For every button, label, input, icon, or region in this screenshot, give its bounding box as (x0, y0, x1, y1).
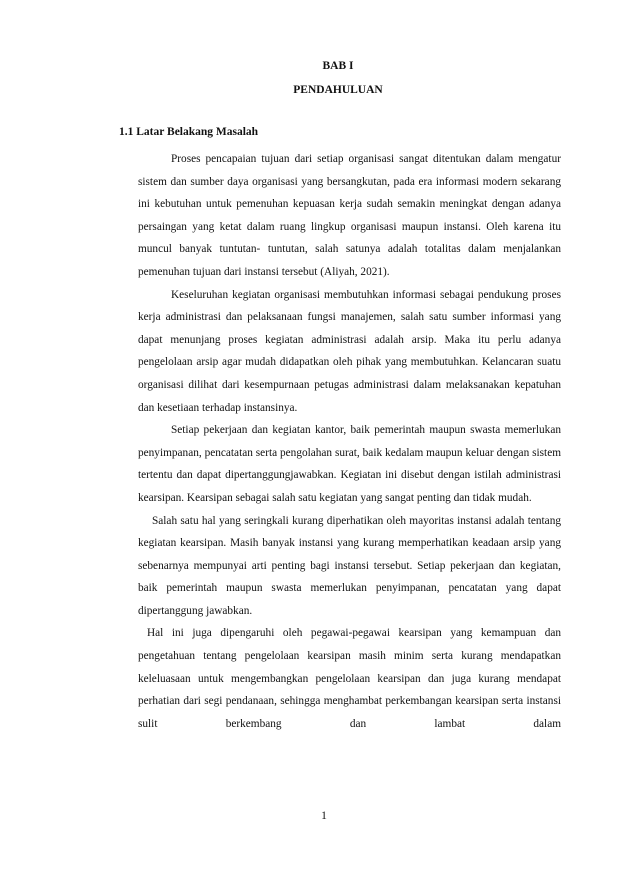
paragraph-5: Hal ini juga dipengaruhi oleh pegawai-pegawai kearsipan yang kemampuan dan pengetahuan tentang pengelolaan kearsipan masih minim serta kurang mendapatkan keleluasaan untuk mengembangkan pengelolaan kearsipan dan juga kurang mendapat perhatian dari segi pendanaan, sehingga menghambat perkembangan kearsipan serta instansi sulit berkembang dan lambat dalam (138, 627, 561, 730)
paragraph-3: Setiap pekerjaan dan kegiatan kantor, baik pemerintah maupun swasta memerlukan penyimpanan, pencatatan serta pengolahan surat, baik kedalam maupun keluar dengan sistem tertentu dan dapat dipertanggungjawabkan. Kegiatan ini disebut dengan istilah administrasi kearsipan. Kearsipan sebagai salah satu kegiatan yang sangat penting dan tidak mudah. (138, 424, 561, 504)
paragraph-4: Salah satu hal yang seringkali kurang diperhatikan oleh mayoritas instansi adalah tentang kegiatan kearsipan. Masih banyak instansi yang kurang memperhatikan keadaan arsip yang sebenarnya mempunyai arti penting bagi instansi tersebut. Setiap pekerjaan dan kegiatan, baik pemerintah maupun swasta memerlukan penyimpanan, pencatatan yang dapat dipertanggung jawabkan. (138, 514, 561, 617)
page-number: 1 (321, 810, 327, 822)
paragraph-2: Keseluruhan kegiatan organisasi membutuhkan informasi sebagai pendukung proses kerja administrasi dan pelaksanaan fungsi manajemen, salah satu sumber informasi yang dapat menunjang proses kegiatan administrasi adalah arsip. Maka itu perlu adanya pengelolaan arsip agar mudah didapatkan oleh pihak yang membutuhkan. Kelancaran suatu organisasi dilihat dari kesempurnaan petugas administrasi dalam melaksanakan kepatuhan dan kesetiaan terhadap instansinya. (138, 288, 561, 414)
body-text (138, 148, 561, 735)
chapter-title: PENDAHULUAN (293, 84, 383, 96)
paragraph-1: Proses pencapaian tujuan dari setiap organisasi sangat ditentukan dalam mengatur sistem dan sumber daya organisasi yang bersangkutan, pada era informasi modern sekarang ini kebutuhan untuk pemenuhan kepuasan kerja sudah semakin meningkat dengan adanya persaingan yang ketat dalam ruang lingkup organisasi maupun instansi. Oleh karena itu muncul banyak tuntutan- tuntutan, salah satunya adalah totalitas dalam menjalankan pemenuhan tujuan dari instansi tersebut (Aliyah, 2021). (138, 153, 561, 278)
chapter-label: BAB I (322, 60, 354, 72)
section-heading: 1.1 Latar Belakang Masalah (119, 126, 259, 138)
